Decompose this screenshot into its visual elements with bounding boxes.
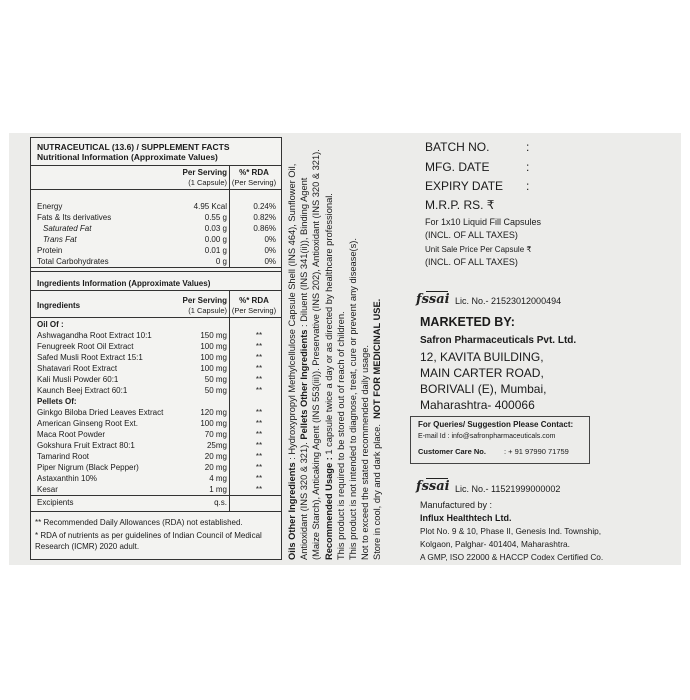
ingredient-name: Kali Musli Powder 60:1 bbox=[37, 375, 119, 384]
batch-colon: : bbox=[526, 140, 530, 154]
ingredient-value: 20 mg bbox=[204, 452, 227, 461]
recommended-usage-label: Recommended Usage : bbox=[323, 457, 334, 560]
ingredient-name: Astaxanthin 10% bbox=[37, 474, 98, 483]
nutrient-rda: 0% bbox=[264, 257, 276, 266]
storage-children-text: This product is required to be stored out of reach of children. bbox=[335, 311, 346, 560]
ingredient-name: Tamarind Root bbox=[37, 452, 90, 461]
ingredient-rda: ** bbox=[255, 419, 263, 428]
mfg-date-label: MFG. DATE bbox=[425, 160, 490, 174]
manufacturer-address-2: Kolgaon, Palghar- 401404, Maharashtra. bbox=[420, 539, 570, 549]
antioxidant-text: Antioxidant (INS 320 & 321). bbox=[299, 439, 310, 560]
nutrient-value: 0.03 g bbox=[204, 224, 227, 233]
ingredient-rda: ** bbox=[255, 408, 263, 417]
ingredient-value: 50 mg bbox=[204, 375, 227, 384]
fssai-logo: fssai bbox=[416, 292, 450, 307]
nutrient-rda: 0% bbox=[264, 235, 276, 244]
unit-sale-price: Unit Sale Price Per Capsule ₹ bbox=[425, 245, 532, 254]
ingredient-value: 4 mg bbox=[209, 474, 227, 483]
vertical-ingredient-notes bbox=[286, 135, 406, 560]
ingredient-name: Kesar bbox=[37, 485, 58, 494]
ingredient-name: Gokshura Fruit Extract 80:1 bbox=[37, 441, 135, 450]
ingredient-rda: ** bbox=[255, 474, 263, 483]
ingredient-rda: ** bbox=[255, 375, 263, 384]
footnote-icmr-cont: Research (ICMR) 2020 adult. bbox=[35, 542, 140, 551]
ingredient-rda: ** bbox=[255, 485, 263, 494]
ingredient-value: 25mg bbox=[206, 441, 227, 450]
facts-subtitle: Nutritional Information (Approximate Values) bbox=[37, 152, 218, 162]
ingredient-rda: ** bbox=[255, 331, 263, 340]
additives-text: (Maize Starch), Anticaking Agent (INS 553(iii)). Preservative (INS 202), Antioxidant (INS 320 & 321). bbox=[311, 149, 322, 560]
ingredient-value: 150 mg bbox=[200, 331, 227, 340]
oil-of-heading: Oil Of : bbox=[37, 320, 64, 329]
ingredient-name: Maca Root Powder bbox=[37, 430, 106, 439]
expiry-colon: : bbox=[526, 179, 530, 193]
ingredient-value: 1 mg bbox=[209, 485, 227, 494]
manufacturer-address-1: Plot No. 9 & 10, Phase II, Genesis Ind. Township, bbox=[420, 526, 602, 536]
col-rda-sub: (Per Serving) bbox=[231, 178, 277, 187]
contact-email: E-mail Id : info@safronpharmaceuticals.com bbox=[418, 433, 556, 440]
col-per-serving: Per Serving bbox=[182, 168, 227, 177]
ingredient-value: q.s. bbox=[214, 498, 227, 507]
ingredient-rda: ** bbox=[255, 386, 263, 395]
marketer-address-1: 12, KAVITA BUILDING, bbox=[420, 350, 544, 364]
nutrient-name: Total Carbohydrates bbox=[37, 257, 109, 266]
ingredient-name: Piper Nigrum (Black Pepper) bbox=[37, 463, 139, 472]
col-per-serving-sub: (1 Capsule) bbox=[188, 306, 227, 315]
customer-care-number: : + 91 97990 71759 bbox=[504, 447, 569, 456]
marketer-name: Safron Pharmaceuticals Pvt. Ltd. bbox=[420, 335, 577, 346]
pellets-of-heading: Pellets Of: bbox=[37, 397, 77, 406]
footnote-rda-not-established: ** Recommended Daily Allowances (RDA) not established. bbox=[35, 518, 243, 527]
ingredient-name: Ginkgo Biloba Dried Leaves Extract bbox=[37, 408, 164, 417]
col-rda: %* RDA bbox=[239, 168, 269, 177]
not-intended-text: This product is not intended to diagnose, treat, cure or prevent any disease(s). bbox=[348, 238, 359, 560]
ingredient-rda: ** bbox=[255, 430, 263, 439]
ingredient-value: 70 mg bbox=[204, 430, 227, 439]
queries-heading: For Queries/ Suggestion Please Contact: bbox=[418, 420, 574, 429]
ingredient-name: Fenugreek Root Oil Extract bbox=[37, 342, 134, 351]
nutrient-rda: 0.86% bbox=[253, 224, 276, 233]
nutrient-name: Energy bbox=[37, 202, 63, 211]
facts-title: NUTRACEUTICAL (13.6) / SUPPLEMENT FACTS bbox=[37, 142, 230, 152]
pack-size: For 1x10 Liquid Fill Capsules bbox=[425, 217, 542, 227]
ingredient-value: 20 mg bbox=[204, 463, 227, 472]
marketer-address-3: BORIVALI (E), Mumbai, bbox=[420, 382, 547, 396]
ingredient-rda: ** bbox=[255, 452, 263, 461]
ingredient-name: Shatavari Root Extract bbox=[37, 364, 118, 373]
nutrient-name: Trans Fat bbox=[43, 235, 77, 244]
ingredient-name: Excipients bbox=[37, 498, 74, 507]
ingredients-info-title: Ingredients Information (Approximate Values) bbox=[37, 279, 211, 288]
footnote-icmr: * RDA of nutrients as per guidelines of Indian Council of Medical bbox=[35, 531, 262, 540]
nutrient-name: Fats & Its derivatives bbox=[37, 213, 112, 222]
not-for-medicinal-use: NOT FOR MEDICINAL USE. bbox=[372, 298, 383, 419]
fssai-license-1: Lic. No.- 21523012000494 bbox=[455, 296, 562, 306]
ingredient-name: American Ginseng Root Ext. bbox=[37, 419, 138, 428]
ingredient-rda: ** bbox=[255, 364, 263, 373]
nutrient-value: 4.95 Kcal bbox=[193, 202, 227, 211]
col-rda-sub: (Per Serving) bbox=[231, 306, 277, 315]
col-per-serving-sub: (1 Capsule) bbox=[188, 178, 227, 187]
pellets-other-ingredients-label: Pellets Other Ingredients bbox=[299, 329, 310, 440]
nutrient-value: 0 g bbox=[215, 257, 227, 266]
ingredient-rda: ** bbox=[255, 441, 263, 450]
ingredient-value: 120 mg bbox=[200, 408, 227, 417]
batch-no-label: BATCH NO. bbox=[425, 140, 490, 154]
marketer-address-2: MAIN CARTER ROAD, bbox=[420, 366, 544, 380]
ingredient-name: Safed Musli Root Extract 15:1 bbox=[37, 353, 143, 362]
manufacturer-certification: A GMP, ISO 22000 & HACCP Codex Certified Co. bbox=[420, 552, 604, 562]
mfg-colon: : bbox=[526, 160, 530, 174]
ingredient-name: Kaunch Beej Extract 60:1 bbox=[37, 386, 128, 395]
pellets-other-ingredients-text: : Diluent (INS 341(ii)), Binding Agent bbox=[299, 177, 310, 330]
oils-other-ingredients-label: Oils Other Ingredients bbox=[287, 462, 297, 560]
expiry-date-label: EXPIRY DATE bbox=[425, 179, 504, 193]
nutrient-value: 0.01 g bbox=[204, 246, 227, 255]
ingredient-value: 100 mg bbox=[200, 419, 227, 428]
ingredient-rda: ** bbox=[255, 342, 263, 351]
nutrient-name: Protein bbox=[37, 246, 63, 255]
marketed-by-heading: MARKETED BY: bbox=[420, 315, 515, 329]
ingredient-rda: ** bbox=[255, 463, 263, 472]
customer-care-label: Customer Care No. bbox=[418, 447, 486, 456]
marketer-address-4: Maharashtra- 400066 bbox=[420, 398, 535, 412]
nutrient-value: 0.00 g bbox=[204, 235, 227, 244]
incl-taxes: (INCL. OF ALL TAXES) bbox=[425, 230, 518, 240]
manufactured-by-label: Manufactured by : bbox=[420, 500, 493, 510]
mrp-label: M.R.P. RS. ₹ bbox=[425, 198, 495, 212]
fssai-logo: fssai bbox=[416, 479, 450, 494]
fssai-license-2: Lic. No.- 11521999000002 bbox=[455, 484, 561, 494]
nutrient-rda: 0.24% bbox=[253, 202, 276, 211]
supplement-facts-table bbox=[30, 137, 282, 560]
ingredients-header: Ingredients bbox=[37, 301, 81, 310]
daily-usage-text: Not to exceed the stated recommended daily usage. bbox=[360, 345, 371, 560]
nutrient-rda: 0.82% bbox=[253, 213, 276, 222]
ingredient-value: 100 mg bbox=[200, 353, 227, 362]
ingredient-value: 50 mg bbox=[204, 386, 227, 395]
store-text: Store in cool, dry and dark place. bbox=[372, 424, 383, 560]
manufacturer-name: Influx Healthtech Ltd. bbox=[420, 513, 512, 523]
ingredient-value: 100 mg bbox=[200, 342, 227, 351]
col-rda: %* RDA bbox=[239, 296, 269, 305]
incl-taxes-2: (INCL. OF ALL TAXES) bbox=[425, 257, 518, 267]
nutrient-rda: 0% bbox=[264, 246, 276, 255]
col-per-serving: Per Serving bbox=[182, 296, 227, 305]
ingredient-value: 100 mg bbox=[200, 364, 227, 373]
ingredient-rda: ** bbox=[255, 353, 263, 362]
nutrient-value: 0.55 g bbox=[204, 213, 227, 222]
recommended-usage-text: 1 capsule twice a day or as directed by healthcare professional. bbox=[323, 193, 334, 458]
oils-other-ingredients-text: : Hydroxypropyl Methylcellulose Capsule Shell (INS 464), Sunflower Oil, bbox=[287, 163, 297, 463]
ingredient-name: Ashwagandha Root Extract 10:1 bbox=[37, 331, 152, 340]
nutrient-name: Saturated Fat bbox=[43, 224, 92, 233]
